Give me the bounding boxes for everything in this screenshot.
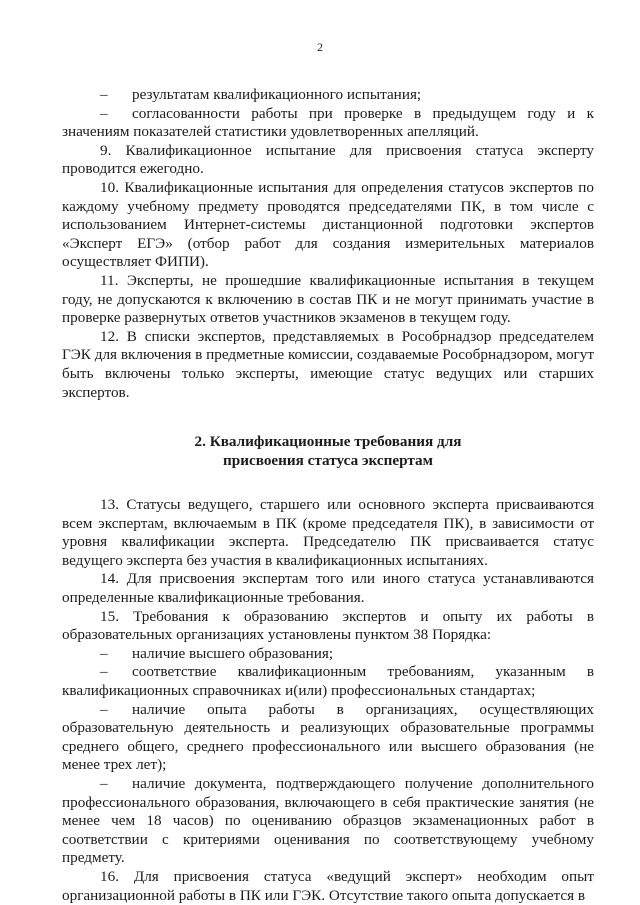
list-item: [62, 105, 594, 142]
list-item-text: наличие опыта работы в организациях, осуществляющих образовательную деятельность и реализующих образовательные программы среднего общего, среднего профессионального или высшего образования (не менее трех лет);: [62, 700, 594, 774]
paragraphs-bottom: [62, 496, 594, 905]
paragraph: 11. Эксперты, не прошедшие квалификационные испытания в текущем году, не допускаются к включению в состав ПК и не могут принимать участие в проверке развернутых ответов участников экзаменов в текущем году.: [62, 271, 594, 327]
paragraphs-top: [62, 86, 594, 402]
section-heading-line-1: 2. Квалификационные требования для: [194, 433, 462, 451]
paragraph: 15. Требования к образованию экспертов и опыту их работы в образовательных организациях установлены пунктом 38 Порядка:: [62, 607, 594, 644]
paragraph: 12. В списки экспертов, представляемых в Рособрнадзор председателем ГЭК для включения в предметные комиссии, создаваемые Рособрнадзором, могут быть включены только эксперты, имеющие статус ведущих или старших экспертов.: [62, 327, 595, 401]
list-item: [62, 775, 594, 868]
dash-bullet: –: [100, 700, 108, 718]
dash-bullet: –: [100, 104, 108, 122]
page-number: 2: [317, 40, 323, 54]
paragraph: 16. Для присвоения статуса «ведущий эксперт» необходим опыт организационной работы в ПК или ГЭК. Отсутствие такого опыта допускается в: [62, 867, 594, 904]
list-item-text: наличие высшего образования;: [132, 644, 334, 662]
section-heading-line-2: присвоения статуса экспертам: [223, 452, 433, 470]
list-item: [62, 645, 594, 664]
dash-bullet: –: [100, 663, 108, 681]
list-item-text: результатам квалификационного испытания;: [132, 86, 422, 103]
list-item: [62, 86, 594, 105]
section-heading: [62, 432, 594, 470]
list-item-text: согласованности работы при проверке в предыдущем году и к значениям показателей статистики удовлетворенных апелляций.: [62, 104, 594, 141]
dash-bullet: –: [100, 644, 108, 662]
document-body: [62, 86, 594, 905]
list-item-text: наличие документа, подтверждающего получение дополнительного профессионального образования, включающего в себя практические занятия (не менее чем 18 часов) по оцениванию образцов экзаменационных работ в соответствии с критериями оценивания по соответствующему учебному предмету.: [62, 775, 594, 867]
dash-bullet: –: [100, 86, 108, 103]
paragraph: 9. Квалификационное испытание для присвоения статуса эксперту проводится ежегодно.: [62, 141, 594, 178]
list-item: [62, 701, 594, 775]
dash-bullet: –: [100, 775, 108, 792]
paragraph: 13. Статусы ведущего, старшего или основного эксперта присваиваются всем экспертам, включаемым в ПК (кроме председателя ПК), в зависимости от уровня квалификации эксперта. Председателю ПК присваивается статус ведущего эксперта без участия в квалификационных испытаниях.: [62, 496, 594, 569]
paragraph: 10. Квалификационные испытания для определения статусов экспертов по каждому учебному предмету проводятся председателями ПК, в том числе с использованием Интернет-системы дистанционной подготовки экспертов «Эксперт ЕГЭ» (отбор работ для создания измерительных материалов осуществляет ФИПИ).: [62, 178, 594, 271]
list-item-text: соответствие квалификационным требованиям, указанным в квалификационных справочниках и(или) профессиональных стандартах;: [62, 663, 594, 700]
paragraph: 14. Для присвоения экспертам того или иного статуса устанавливаются определенные квалификационные требования.: [62, 570, 594, 607]
list-item: [62, 663, 594, 700]
